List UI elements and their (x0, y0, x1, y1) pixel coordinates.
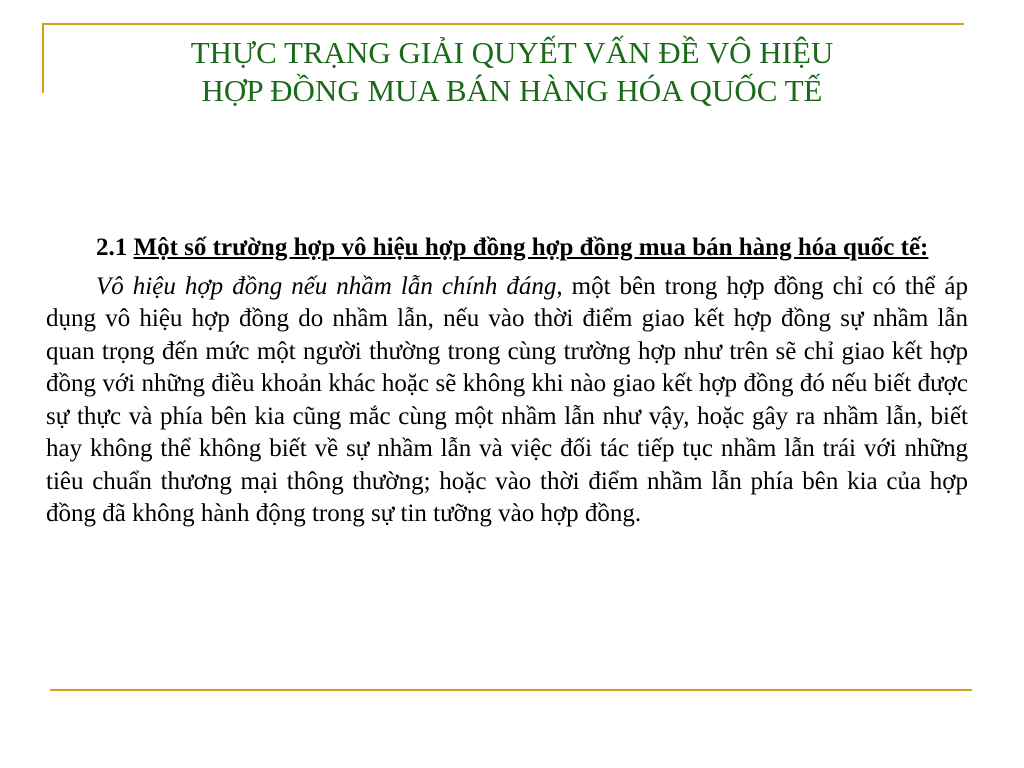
paragraph-italic-lead: Vô hiệu hợp đồng nếu nhầm lẫn chính đáng (96, 272, 557, 300)
section-heading-paragraph (46, 232, 968, 265)
title-line-1: THỰC TRẠNG GIẢI QUYẾT VẤN ĐỀ VÔ HIỆU (190, 35, 834, 70)
slide-title (60, 34, 964, 110)
body-paragraph (46, 271, 968, 531)
slide-body (46, 232, 968, 531)
paragraph-body-text: , một bên trong hợp đồng chỉ có thể áp dụng vô hiệu hợp đồng do nhầm lẫn, nếu vào thời điểm giao kết hợp đồng sự nhầm lẫn quan trọng đến mức một người thường trong cùng trường hợp như trên sẽ chỉ giao kết hợp đồng với những điều khoản khác hoặc sẽ không khi nào giao kết hợp đồng đó nếu biết được sự thực và phía bên kia cũng mắc cùng một nhầm lẫn như vậy, hoặc gây ra nhầm lẫn, biết hay không thể không biết về sự nhầm lẫn và việc đối tác tiếp tục nhầm lẫn trái với những tiêu chuẩn thương mại thông thường; hoặc vào thời điểm nhầm lẫn phía bên kia của hợp đồng đã không hành động trong sự tin tưỡng vào hợp đồng. (46, 272, 968, 527)
section-heading: Một số trường hợp vô hiệu hợp đồng hợp đồng mua bán hàng hóa quốc tế: (133, 234, 929, 261)
section-number: 2.1 (96, 234, 128, 261)
left-accent-bar (42, 23, 44, 93)
top-divider (42, 23, 964, 25)
bottom-divider (50, 689, 972, 691)
title-line-2: HỢP ĐỒNG MUA BÁN HÀNG HÓA QUỐC TẾ (201, 73, 823, 108)
